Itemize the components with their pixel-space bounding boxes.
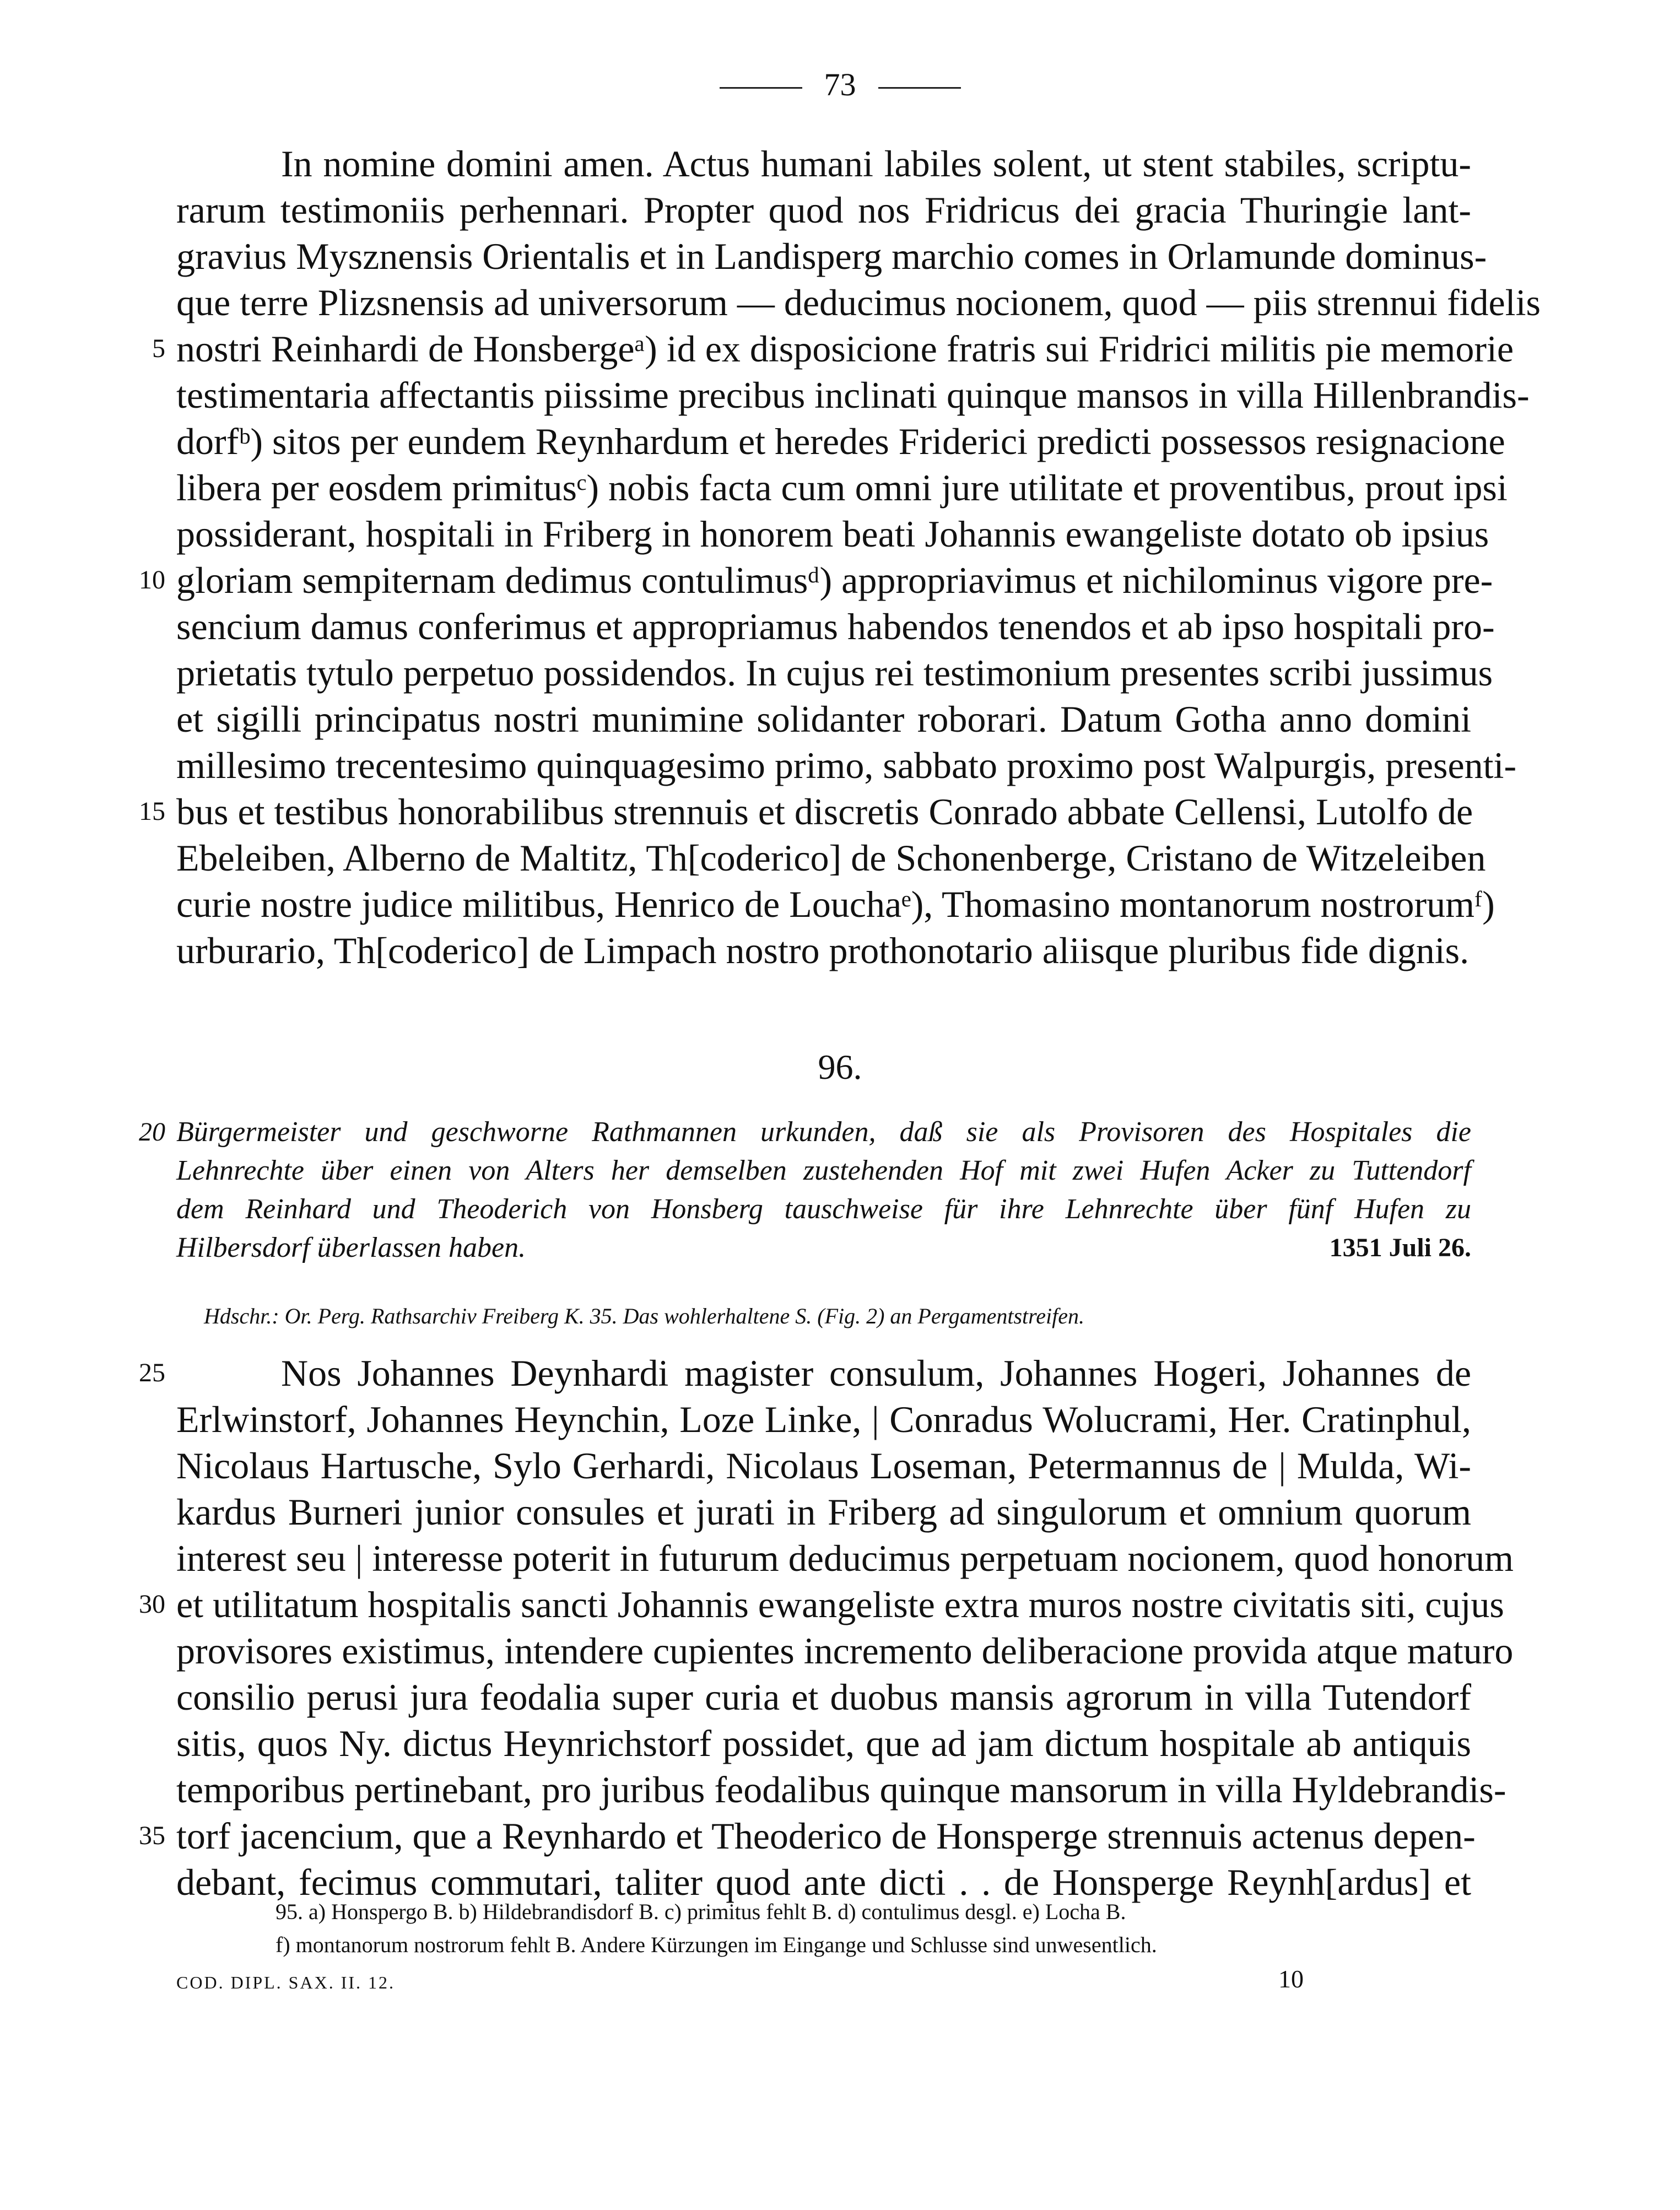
footnote-line: 95. a) Honspergo B. b) Hildebrandisdorf B. c) primitus fehlt B. d) contulimus desgl. e) Locha B. [276, 1899, 1126, 1924]
text-line: que terre Plizsnensis ad universorum — deducimus nocionem, quod — piis strennui fidelis [176, 282, 1541, 323]
line-number: 5 [152, 334, 165, 363]
page-number: 73 [824, 67, 856, 102]
text-line: 30 et utilitatum hospitalis sancti Johannis ewangeliste extra muros nostre civitatis siti, cujus [176, 1581, 1471, 1628]
text-line: prietatis tytulo perpetuo possidendos. In cujus rei testimonium presentes scribi jussimus [176, 652, 1493, 694]
text-line: Nicolaus Hartusche, Sylo Gerhardi, Nicolaus Loseman, Petermannus de | Mulda, Wi- [176, 1445, 1471, 1487]
text-line: In nomine domini amen. Actus humani labiles solent, ut stent stabiles, scriptu- [281, 143, 1471, 185]
text-line: 25 Nos Johannes Deynhardi magister consulum, Johannes Hogeri, Johannes de [176, 1350, 1471, 1396]
signature-mark: COD. DIPL. SAX. II. 12. [176, 1973, 395, 1992]
source-note: Hdschr.: Or. Perg. Rathsarchiv Freiberg K. 35. Das wohlerhaltene S. (Fig. 2) an Pergamentstreifen. [204, 1304, 1084, 1328]
line-number: 35 [139, 1821, 165, 1850]
text-line: Erlwinstorf, Johannes Heynchin, Loze Linke, | Conradus Wolucrami, Her. Cratinphul, [176, 1398, 1471, 1440]
text-line: interest seu | interesse poterit in futurum deducimus perpetuam nocionem, quod honorum [176, 1537, 1514, 1579]
page-header [0, 66, 1680, 103]
text-line: Ebeleiben, Alberno de Maltitz, Th[coderico] de Schonenberge, Cristano de Witzeleiben [176, 837, 1486, 879]
sheet-number: 10 [1278, 1965, 1304, 1993]
text-line: provisores existimus, intendere cupientes incremento deliberacione provida atque maturo [176, 1630, 1514, 1672]
text-line: dorfᵇ) sitos per eundem Reynhardum et heredes Friderici predicti possessos resignacione [176, 420, 1505, 462]
document-96-text [139, 1350, 1514, 1905]
document-number: 96. [818, 1047, 862, 1087]
text-line: rarum testimoniis perhennari. Propter quod nos Fridricus dei gracia Thuringie lant- [176, 189, 1471, 231]
header-rule-left [720, 87, 802, 89]
line-number: 30 [139, 1590, 165, 1619]
text-line: possiderant, hospitali in Friberg in honorem beati Johannis ewangeliste dotato ob ipsius [176, 513, 1489, 555]
text-line: temporibus pertinebant, pro juribus feodalibus quinque mansorum in villa Hyldebrandis- [176, 1769, 1506, 1811]
text-line: libera per eosdem primitusᶜ) nobis facta cum omni jure utilitate et proventibus, prout ipsi [176, 467, 1508, 509]
text-line: millesimo trecentesimo quinquagesimo primo, sabbato proximo post Walpurgis, presenti- [176, 744, 1517, 786]
text-line: urburario, Th[coderico] de Limpach nostro prothonotario aliisque pluribus fide dignis. [176, 930, 1470, 971]
footnote-line: f) montanorum nostrorum fehlt B. Andere Kürzungen im Eingange und Schlusse sind unwesentlich. [276, 1932, 1157, 1957]
text-line: consilio perusi jura feodalia super curia et duobus mansis agrorum in villa Tutendorf [176, 1676, 1471, 1718]
line-number: 20 [139, 1117, 165, 1147]
text-line: curie nostre judice militibus, Henrico de Louchaᵉ), Thomasino montanorum nostrorumᶠ) [176, 883, 1495, 925]
text-line: debant, fecimus commutari, taliter quod ante dicti . . de Honsperge Reynh[ardus] et [176, 1861, 1471, 1903]
text-line: gravius Mysznensis Orientalis et in Landisperg marchio comes in Orlamunde dominus- [176, 235, 1487, 277]
line-number: 25 [139, 1358, 165, 1387]
regest-line: dem Reinhard und Theoderich von Honsberg tauschweise für ihre Lehnrechte über fünf Hufen zu [176, 1193, 1471, 1225]
document-date: 1351 Juli 26. [1329, 1233, 1471, 1262]
text-line: 5 nostri Reinhardi de Honsbergeᵃ) id ex disposicione fratris sui Fridrici militis pie memorie [176, 326, 1471, 372]
regest-line: 20 Bürgermeister und geschworne Rathmannen urkunden, daß sie als Provisoren des Hospitales die [176, 1113, 1471, 1152]
header-rule-right [878, 87, 961, 89]
line-number: 15 [139, 797, 165, 826]
regest-line: Hilbersdorf überlassen haben. 1351 Juli 26. [176, 1229, 1471, 1267]
text-line: kardus Burneri junior consules et jurati in Friberg ad singulorum et omnium quorum [176, 1491, 1471, 1533]
regest [139, 1113, 1471, 1267]
line-number: 10 [139, 565, 165, 595]
document-95-text [139, 141, 1541, 974]
text-line: 10 gloriam sempiternam dedimus contulimusᵈ) appropriavimus et nichilominus vigore pre- [176, 557, 1471, 603]
text-line: 35 torf jacencium, que a Reynhardo et Theoderico de Honsperge strennuis actenus depen- [176, 1813, 1471, 1859]
text-line: sitis, quos Ny. dictus Heynrichstorf possidet, que ad jam dictum hospitale ab antiquis [176, 1722, 1471, 1764]
text-line: 15 bus et testibus honorabilibus strennuis et discretis Conrado abbate Cellensi, Lutolfo de [176, 788, 1471, 835]
text-line: testimentaria affectantis piissime precibus inclinati quinque mansos in villa Hillenbrandis- [176, 374, 1530, 416]
text-line: et sigilli principatus nostri munimine solidanter roborari. Datum Gotha anno domini [176, 698, 1471, 740]
text-line: sencium damus conferimus et appropriamus habendos tenendos et ab ipso hospitali pro- [176, 606, 1495, 647]
regest-line: Lehnrechte über einen von Alters her demselben zustehenden Hof mit zwei Hufen Acker zu Tuttendorf [176, 1155, 1471, 1186]
